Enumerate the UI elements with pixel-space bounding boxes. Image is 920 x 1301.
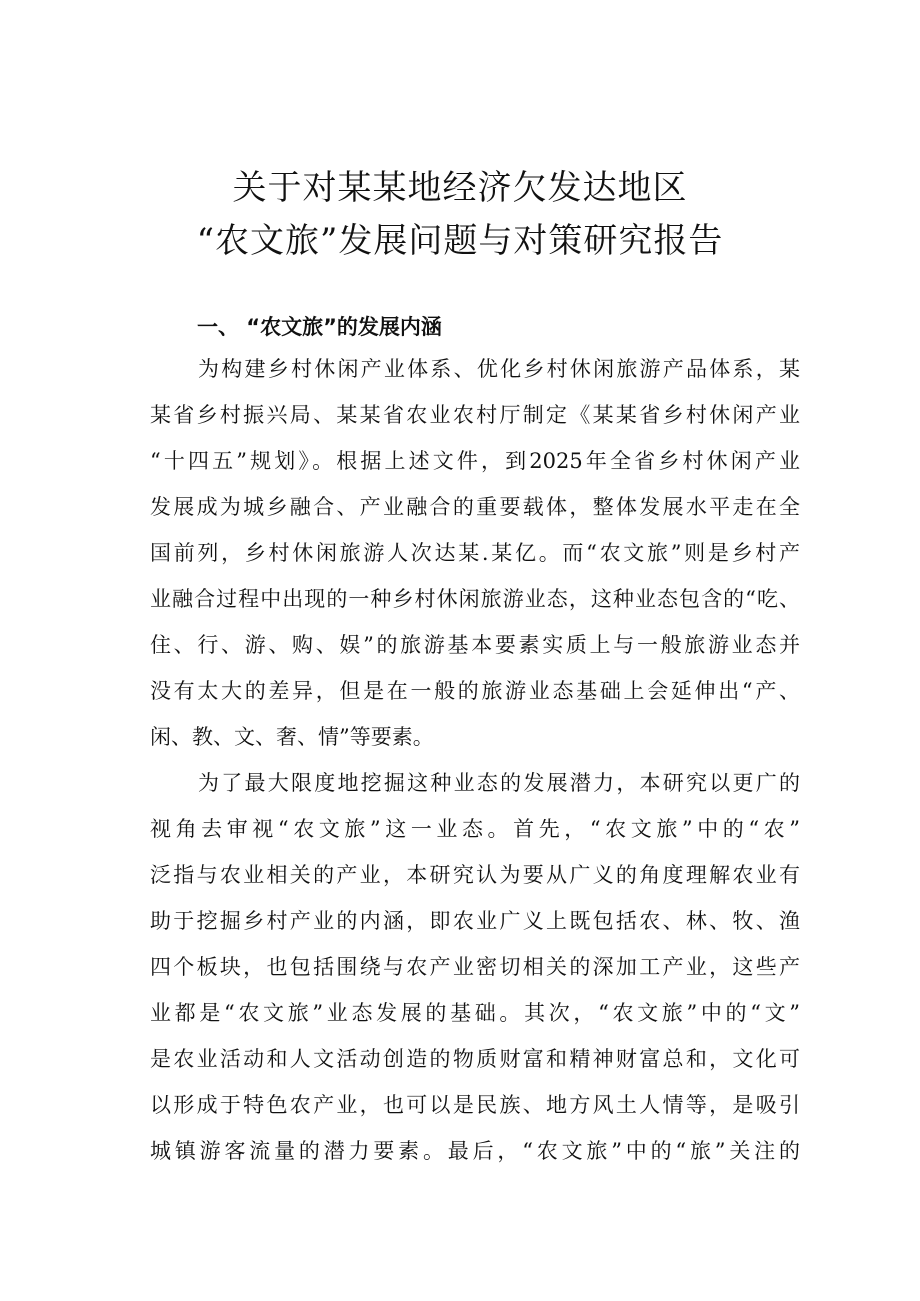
paragraph-1-line: 发展成为城乡融合、产业融合的重要载体，整体发展水平走在全 [150, 495, 800, 519]
paragraph-1-line: 业融合过程中出现的一种乡村休闲旅游业态，这种业态包含的“吃、 [150, 587, 800, 611]
paragraph-2-line: 四个板块，也包括围绕与农产业密切相关的深加工产业，这些产 [150, 955, 800, 979]
paragraph-1-line: 没有太大的差异，但是在一般的旅游业态基础上会延伸出“产、 [150, 679, 800, 703]
paragraph-1-line: 某省乡村振兴局、某某省农业农村厅制定《某某省乡村休闲产业 [150, 403, 800, 427]
paragraph-1-line: 国前列，乡村休闲旅游人次达某.某亿。而“农文旅”则是乡村产 [150, 541, 800, 565]
paragraph-1-line: 住、行、游、购、娱”的旅游基本要素实质上与一般旅游业态并 [150, 633, 800, 657]
paragraph-2-line: 为了最大限度地挖掘这种业态的发展潜力，本研究以更广的 [198, 771, 800, 795]
paragraph-1-line: 为构建乡村休闲产业体系、优化乡村休闲旅游产品体系，某 [198, 357, 800, 381]
section-heading: 一、 “农文旅”的发展内涵 [197, 315, 442, 339]
report-title-line-1: 关于对某某地经济欠发达地区 [232, 168, 688, 208]
paragraph-2-line: 助于挖掘乡村产业的内涵，即农业广义上既包括农、林、牧、渔 [150, 909, 800, 933]
report-title-line-2: “农文旅”发展问题与对策研究报告 [196, 221, 724, 261]
paragraph-2-line: 以形成于特色农产业，也可以是民族、地方风土人情等，是吸引 [150, 1093, 800, 1117]
paragraph-2-line: 城镇游客流量的潜力要素。最后，“农文旅”中的“旅”关注的 [150, 1139, 800, 1163]
paragraph-1-line: 闲、教、文、奢、情”等要素。 [150, 725, 434, 749]
paragraph-2-line: 视角去审视“农文旅”这一业态。首先，“农文旅”中的“农” [150, 817, 800, 841]
paragraph-2-line: 是农业活动和人文活动创造的物质财富和精神财富总和，文化可 [150, 1047, 800, 1071]
paragraph-1-line: “十四五”规划》。根据上述文件，到2025年全省乡村休闲产业 [150, 449, 800, 473]
paragraph-2-line: 泛指与农业相关的产业，本研究认为要从广义的角度理解农业有 [150, 863, 800, 887]
paragraph-2-line: 业都是“农文旅”业态发展的基础。其次，“农文旅”中的“文” [150, 1001, 800, 1025]
